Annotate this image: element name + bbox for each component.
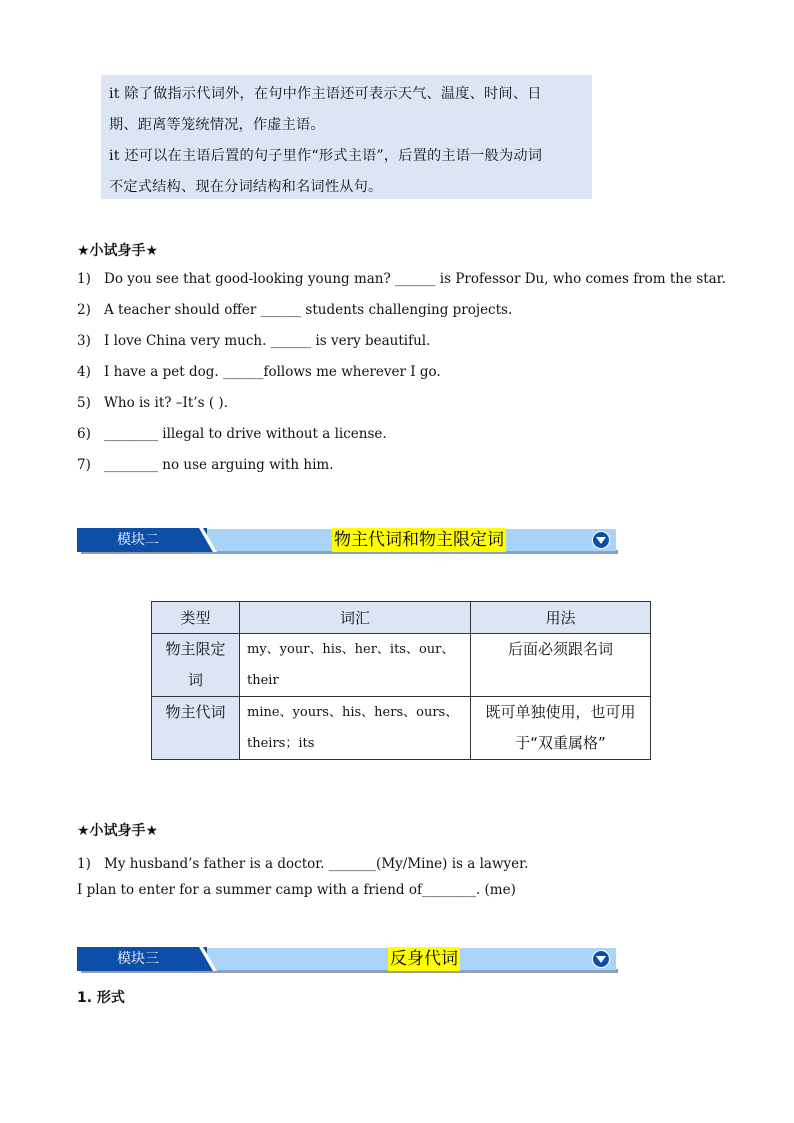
chevron-down-icon[interactable] xyxy=(592,531,610,549)
section-heading: 1. 形式 xyxy=(77,990,125,1006)
table-row xyxy=(152,697,651,760)
chevron-down-icon[interactable] xyxy=(592,950,610,968)
words-cell xyxy=(240,634,471,697)
item-text: Do you see that good-looking young man? ______ is Professor Du, who comes from the star. xyxy=(104,271,726,287)
note-line: 不定式结构、现在分词结构和名词性从句。 xyxy=(109,179,383,195)
list-item xyxy=(77,326,726,357)
cell-line: 后面必须跟名词 xyxy=(507,640,613,658)
list-item xyxy=(77,850,528,878)
cell-line: 于“双重属格” xyxy=(515,734,606,752)
item-text: ________ no use arguing with him. xyxy=(104,457,334,473)
words-cell xyxy=(240,697,471,760)
note-line: it 还可以在主语后置的句子里作“形式主语”，后置的主语一般为动词 xyxy=(109,148,543,164)
item-number: 2) xyxy=(77,302,91,318)
cell-line: theirs；its xyxy=(247,736,315,751)
module-title: 反身代词 xyxy=(390,949,458,969)
list-item xyxy=(77,264,726,295)
type-cell xyxy=(152,634,240,697)
column-header: 词汇 xyxy=(240,602,471,634)
module-label: 模块三 xyxy=(117,951,159,967)
item-number: 4) xyxy=(77,364,91,380)
cell-line: 词 xyxy=(187,671,203,689)
column-header: 用法 xyxy=(471,602,651,634)
column-header: 类型 xyxy=(152,602,240,634)
cell-line: mine、yours、his、hers、ours、 xyxy=(247,705,459,720)
usage-cell xyxy=(471,634,651,697)
item-number: 6) xyxy=(77,426,91,442)
item-number: 3) xyxy=(77,333,91,349)
item-text: Who is it? –It’s ( ). xyxy=(104,395,228,411)
item-number: 7) xyxy=(77,457,91,473)
list-item xyxy=(77,419,726,450)
table-header-row xyxy=(152,602,651,634)
cell-line: their xyxy=(247,673,279,688)
list-item xyxy=(77,357,726,388)
practice-heading: ★小试身手★ xyxy=(77,243,159,259)
item-number: 5) xyxy=(77,395,91,411)
practice-list xyxy=(77,264,726,481)
cell-line: 既可单独使用，也可用 xyxy=(485,703,636,721)
type-cell xyxy=(152,697,240,760)
item-number: 1) xyxy=(77,856,91,872)
list-item xyxy=(77,450,726,481)
module-banner xyxy=(77,947,618,973)
pronoun-table xyxy=(151,601,651,760)
cell-line: 物主限定 xyxy=(165,640,226,658)
item-text: ________ illegal to drive without a license. xyxy=(104,426,387,442)
note-box xyxy=(101,75,592,199)
note-line: 期、距离等笼统情况，作虚主语。 xyxy=(109,117,325,133)
module-title: 物主代词和物主限定词 xyxy=(334,530,504,550)
list-item xyxy=(77,388,726,419)
cell-line: 物主代词 xyxy=(165,703,226,721)
cell-line: my、your、his、her、its、our、 xyxy=(247,642,455,657)
item-text: I have a pet dog. ______follows me wherever I go. xyxy=(104,364,441,380)
module-label: 模块二 xyxy=(117,532,159,548)
item-number: 1) xyxy=(77,271,91,287)
module-banner xyxy=(77,528,618,554)
practice-heading: ★小试身手★ xyxy=(77,823,159,839)
item-text: A teacher should offer ______ students challenging projects. xyxy=(104,302,513,318)
note-line: it 除了做指示代词外，在句中作主语还可表示天气、温度、时间、日 xyxy=(109,86,542,102)
item-text: My husband’s father is a doctor. _______(My/Mine) is a lawyer. xyxy=(104,856,529,872)
list-item xyxy=(77,295,726,326)
list-item: I plan to enter for a summer camp with a friend of________. (me) xyxy=(77,882,516,898)
usage-cell xyxy=(471,697,651,760)
item-text: I love China very much. ______ is very beautiful. xyxy=(104,333,431,349)
table-row xyxy=(152,634,651,697)
